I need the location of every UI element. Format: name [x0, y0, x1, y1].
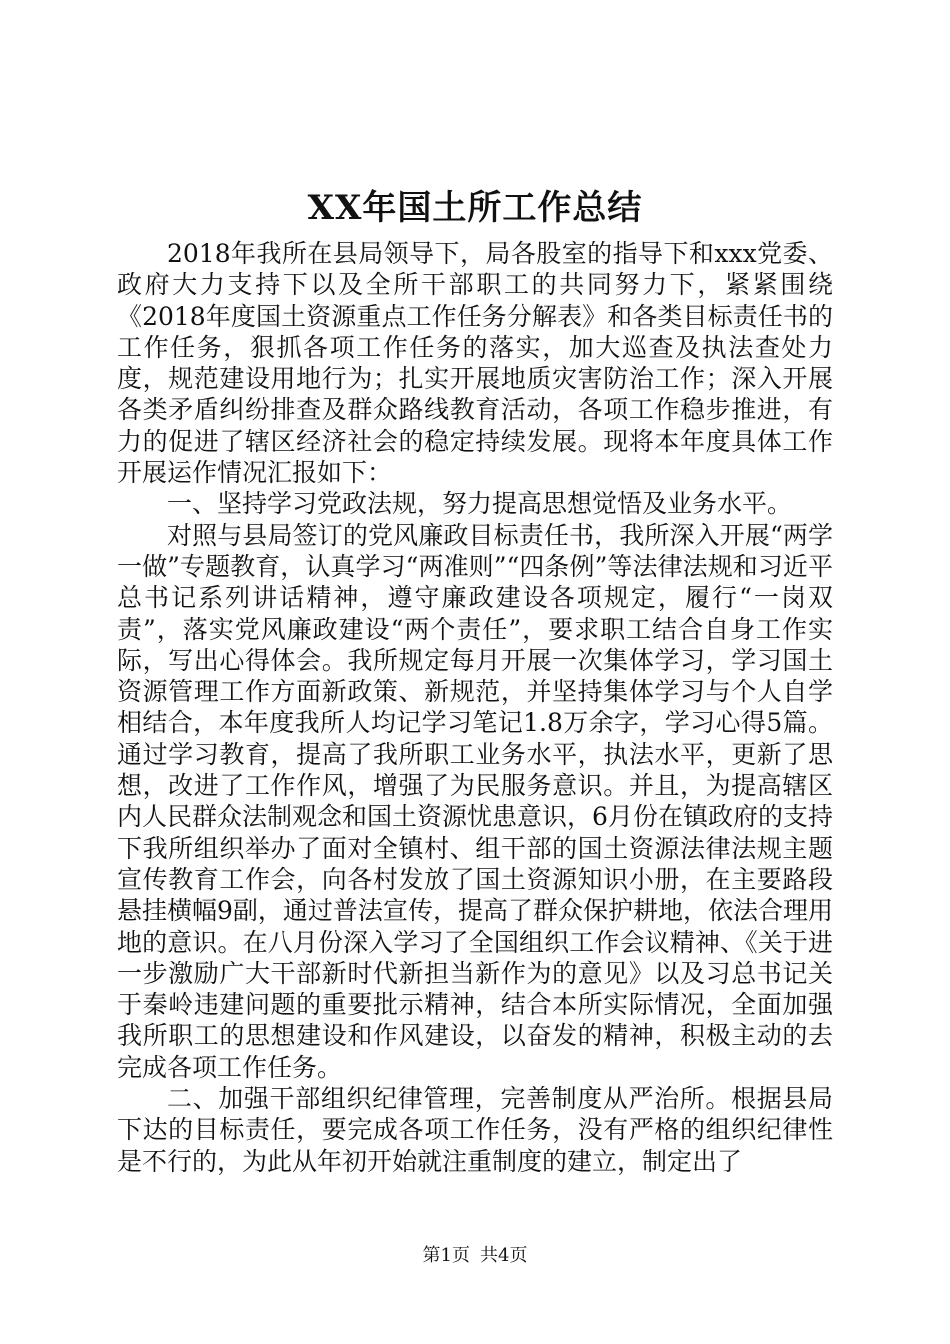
document-body [117, 238, 833, 1177]
document-title: XX年国土所工作总结 [307, 188, 643, 228]
paragraph-section-1: 对照与县局签订的党风廉政目标责任书，我所深入开展“两学一做”专题教育，认真学习“两准则”“四条例”等法律法规和习近平总书记系列讲话精神，遵守廉政建设各项规定，履行“一岗双责”，落实党风廉政建设“两个责任”，要求职工结合自身工作实际，写出心得体会。我所规定每月开展一次集体学习，学习国土资源管理工作方面新政策、新规范，并坚持集体学习与个人自学相结合，本年度我所人均记学习笔记1.8万余字，学习心得5篇。通过学习教育，提高了我所职工业务水平，执法水平，更新了思想，改进了工作作风，增强了为民服务意识。并且，为提高辖区内人民群众法制观念和国土资源忧患意识，6月份在镇政府的支持下我所组织举办了面对全镇村、组干部的国土资源法律法规主题宣传教育工作会，向各村发放了国土资源知识小册，在主要路段悬挂横幅9副，通过普法宣传，提高了群众保护耕地，依法合理用地的意识。在八月份深入学习了全国组织工作会议精神、《关于进一步激励广大干部新时代新担当新作为的意见》以及习总书记关于秦岭违建问题的重要批示精神，结合本所实际情况，全面加强我所职工的思想建设和作风建设，以奋发的精神，积极主动的去完成各项工作任务。 [117, 520, 833, 1082]
paragraph-intro: 2018年我所在县局领导下，局各股室的指导下和xxx党委、政府大力支持下以及全所干部职工的共同努力下，紧紧围绕《2018年度国土资源重点工作任务分解表》和各类目标责任书的工作任务，狠抓各项工作任务的落实，加大巡查及执法查处力度，规范建设用地行为；扎实开展地质灾害防治工作；深入开展各类矛盾纠纷排查及群众路线教育活动，各项工作稳步推进，有力的促进了辖区经济社会的稳定持续发展。现将本年度具体工作开展运作情况汇报如下： [117, 239, 833, 488]
page-total: 共4页 [480, 1245, 528, 1266]
page-number: 第1页 [422, 1245, 470, 1266]
page-footer [0, 1244, 950, 1268]
paragraph-section-2: 二、加强干部组织纪律管理，完善制度从严治所。根据县局下达的目标责任，要完成各项工作任务，没有严格的组织纪律性是不行的，为此从年初开始就注重制度的建立，制定出了 [117, 1084, 833, 1176]
section-heading-1: 一、坚持学习党政法规，努力提高思想觉悟及业务水平。 [167, 489, 793, 519]
